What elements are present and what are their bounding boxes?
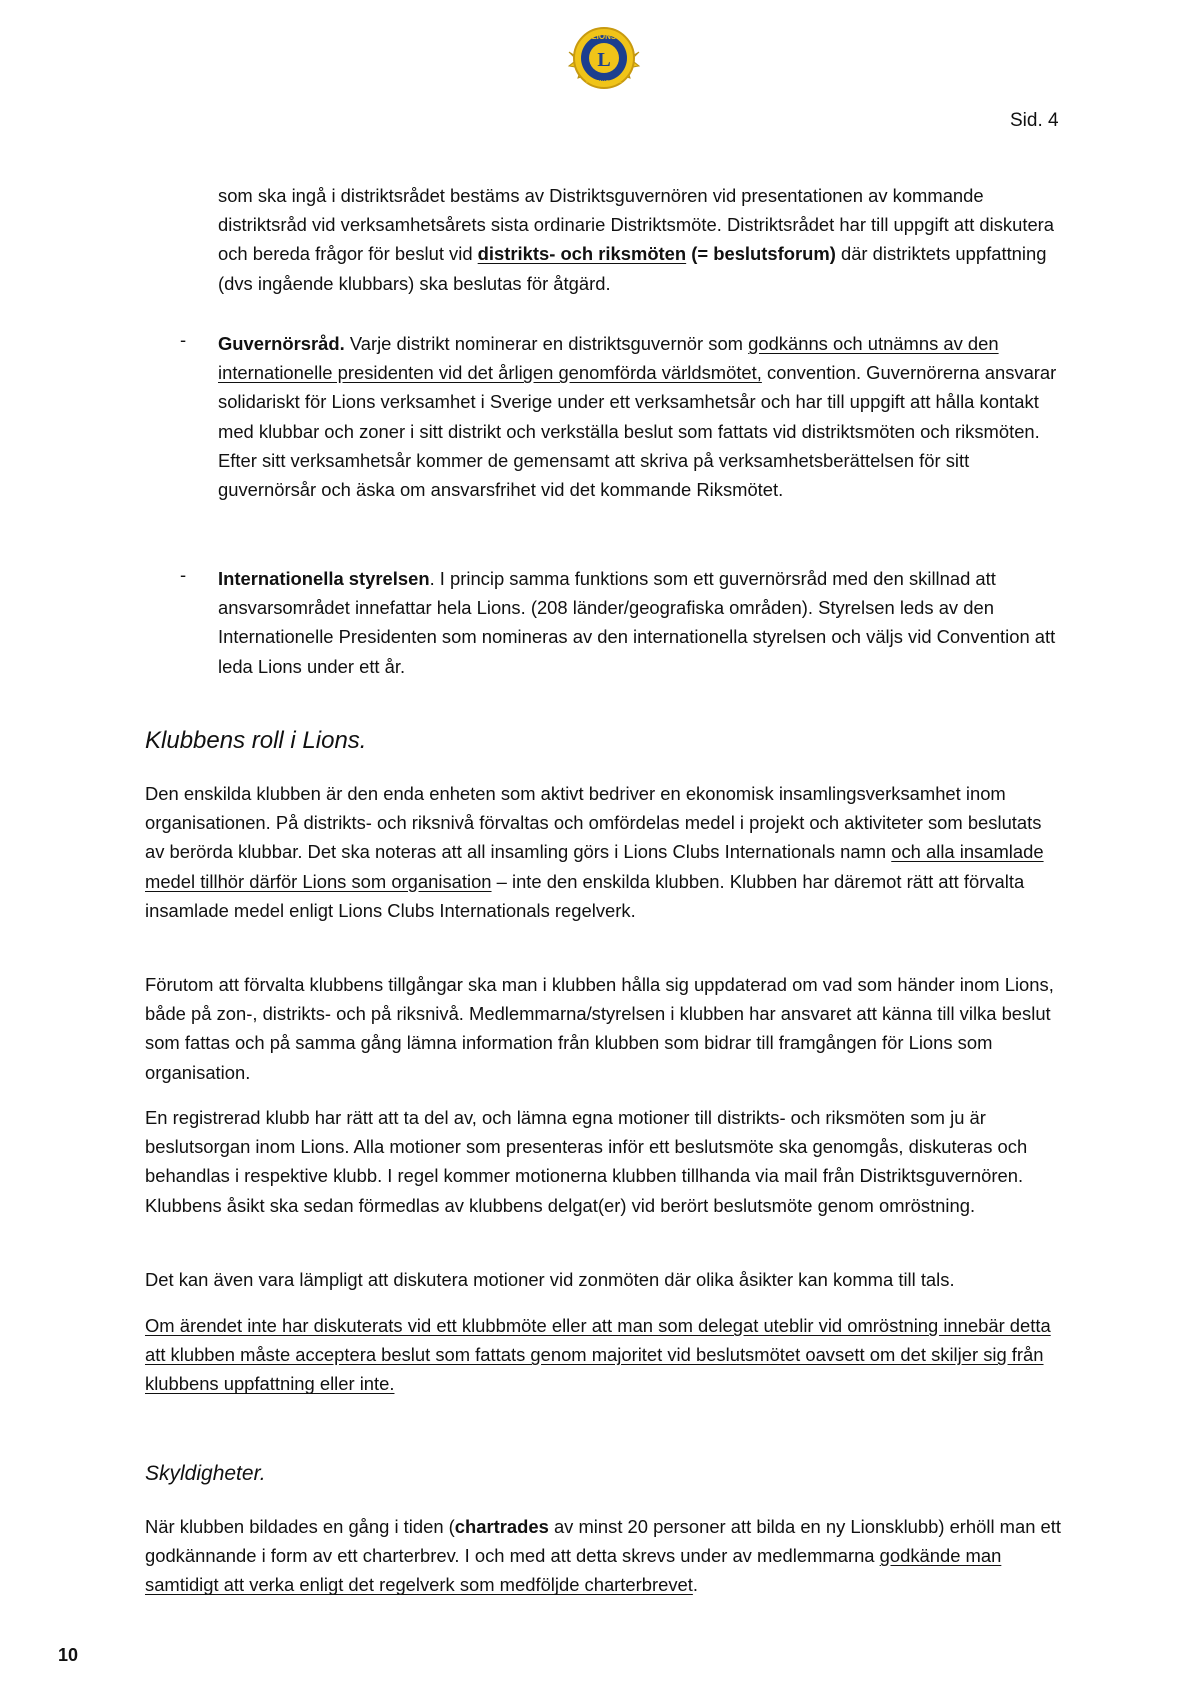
- section-heading-club-role: Klubbens roll i Lions.: [145, 727, 367, 754]
- page-label: Sid. 4: [1010, 110, 1059, 131]
- club-role-paragraph-4: Det kan även vara lämpligt att diskutera motioner vid zonmöten där olika åsikter kan komma till tals.: [145, 1269, 955, 1290]
- international-board-item: Internationella styrelsen. I princip samma funktions som ett guvernörsråd med den skillnad att ansvarsområdet innefattar hela Lions. (208 länder/geografiska områden). Styrelsen leds av den Internationelle Presidenten som nomineras av den internationella styrelsen och väljs vid Convention att leda Lions under ett år.: [218, 568, 1056, 677]
- logo-letter: L: [597, 49, 611, 71]
- bullet-dash: -: [180, 329, 187, 350]
- club-role-paragraph-3: En registrerad klubb har rätt att ta del av, och lämna egna motioner till distrikts- och riksmöten som ju är beslutsorgan inom Lions. Alla motioner som presenteras inför ett beslutsmöte ska genomgås, diskuteras och behandlas i respektive klubb. I regel kommer motionerna klubben tillhanda via mail från Distriktsguvernören. Klubbens åsikt ska sedan förmedlas av klubbens delgat(er) vid berört beslutsmöte genom omröstning.: [145, 1107, 1028, 1216]
- governor-council-item: Guvernörsråd. Varje distrikt nominerar en distriktsguvernör som godkänns och utnämns av den internationelle presidenten vid det årligen genomförda världsmötet, convention. Guvernörerna ansvarar solidariskt för Lions verksamhet i Sverige under ett verksamhetsår och har till uppgift att hålla kontakt med klubbar och zoner i sitt distrikt och verkställa beslut som fattats vid distriktsmöten och riksmöten. Efter sitt verksamhetsår kommer de gemensamt att skriva på verksamhetsberättelsen för sitt guvernörsår och äska om ansvarsfrihet vid det kommande Riksmötet.: [218, 333, 1057, 501]
- district-council-paragraph: som ska ingå i distriktsrådet bestäms av Distriktsguvernören vid presentationen av kommande distriktsråd vid verksamhetsårets sista ordinarie Distriktsmöte. Distriktsrådet har till uppgift att diskutera och bereda frågor för beslut vid distrikts- och riksmöten (= beslutsforum) där distriktets uppfattning (dvs ingående klubbars) ska beslutas för åtgärd.: [218, 185, 1055, 294]
- club-role-paragraph-1: Den enskilda klubben är den enda enheten som aktivt bedriver en ekonomisk insamlingsverksamhet inom organisationen. På distrikts- och riksnivå förvaltas och omfördelas medel i projekt och aktiviteter som beslutats av berörda klubbar. Det ska noteras att all insamling görs i Lions Clubs Internationals namn och alla insamlade medel tillhör därför Lions som organisation – inte den enskilda klubben. Klubben har däremot rätt att förvalta insamlade medel enligt Lions Clubs Internationals regelverk.: [145, 783, 1044, 921]
- section-heading-obligations: Skyldigheter.: [145, 1462, 266, 1485]
- logo-text: LIONS: [591, 32, 617, 41]
- page-number: 10: [58, 1645, 79, 1665]
- club-role-paragraph-5: Om ärendet inte har diskuterats vid ett klubbmöte eller att man som delegat uteblir vid omröstning innebär detta att klubben måste acceptera beslut som fattats genom majoritet vid beslutsmötet oavsett om det skiljer sig från klubbens uppfattning eller inte.: [145, 1315, 1051, 1395]
- logo-sub: INTERNATIONAL: [585, 79, 623, 84]
- obligations-paragraph: När klubben bildades en gång i tiden (chartrades av minst 20 personer att bilda en ny Lionsklubb) erhöll man ett godkännande i form av ett charterbrev. I och med att detta skrevs under av medlemmarna godkände man samtidigt att verka enligt det regelverk som medföljde charterbrevet.: [145, 1516, 1061, 1596]
- club-role-paragraph-2: Förutom att förvalta klubbens tillgångar ska man i klubben hålla sig uppdaterad om vad som händer inom Lions, både på zon-, distrikts- och på riksnivå. Medlemmarna/styrelsen i klubben har ansvaret att känna till vilka beslut som fattas och på samma gång lämna information från klubben som bidrar till framgången för Lions som organisation.: [145, 974, 1054, 1083]
- lions-logo: [565, 22, 643, 94]
- bullet-dash: -: [180, 564, 187, 585]
